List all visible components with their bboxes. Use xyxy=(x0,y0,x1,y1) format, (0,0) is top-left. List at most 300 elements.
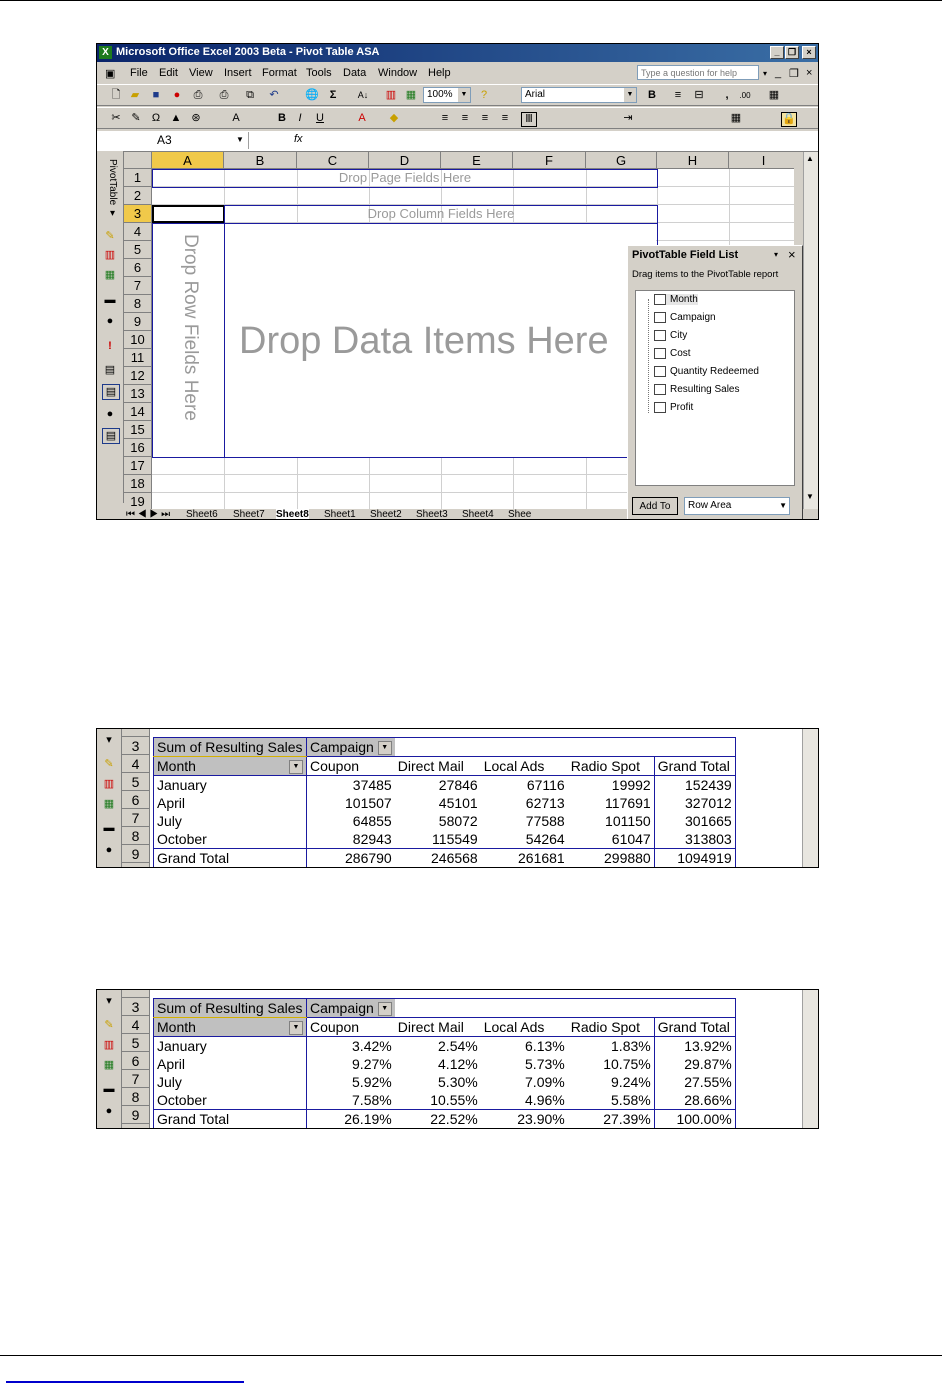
tab-nav-icon[interactable]: ⏮ ◀ ▶ ⏭ xyxy=(126,509,171,520)
column-header-cell: Grand Total xyxy=(654,757,735,776)
table-cell: 115549 xyxy=(432,830,478,847)
table-cell: 27846 xyxy=(438,776,478,793)
table-cell: 246568 xyxy=(395,849,481,868)
row-field-label: Month xyxy=(157,1018,196,1035)
cut-icon[interactable]: ✂ xyxy=(111,112,121,124)
row-header[interactable]: 8 xyxy=(122,827,150,845)
column-header-cell: Coupon xyxy=(307,1018,395,1037)
undo-icon[interactable]: ↶ xyxy=(269,89,279,101)
dropdown-arrow-icon[interactable]: ▼ xyxy=(289,760,303,774)
table-cell: 4.12% xyxy=(438,1055,478,1072)
row-header[interactable]: 4 xyxy=(122,755,150,773)
pivot-values-table xyxy=(153,737,736,868)
row-header[interactable]: 4 xyxy=(124,223,152,241)
pivot-wizard-icon[interactable]: ▦ xyxy=(103,1059,115,1071)
table-cell: 6.13% xyxy=(525,1037,565,1054)
show-detail-icon[interactable]: ● xyxy=(105,1105,113,1117)
window-title: Microsoft Office Excel 2003 Beta - Pivot Table ASA xyxy=(116,46,380,58)
borders-icon[interactable]: ▦ xyxy=(768,89,780,101)
sheet-tab[interactable]: Sheet6 xyxy=(186,509,218,520)
open-icon[interactable]: ▰ xyxy=(130,89,140,101)
menu-bar xyxy=(97,63,818,83)
justify-icon[interactable]: ≡ xyxy=(501,112,509,124)
formula-bar xyxy=(97,131,818,152)
row-header[interactable]: 9 xyxy=(122,1106,150,1124)
dropdown-arrow-icon[interactable]: ▼ xyxy=(378,1002,392,1016)
restore-button[interactable]: ❐ xyxy=(785,46,799,59)
row-header[interactable]: 5 xyxy=(122,773,150,791)
row-field-label: Month xyxy=(157,757,196,774)
drop-column-fields[interactable] xyxy=(224,205,658,224)
formatting-toolbar xyxy=(97,107,818,129)
table-row xyxy=(154,1018,736,1037)
field-list-icon[interactable]: ▤ xyxy=(102,428,120,444)
row-field-button[interactable] xyxy=(154,1018,307,1037)
table-cell: 299880 xyxy=(568,849,655,868)
active-cell-a3[interactable] xyxy=(152,205,225,223)
table-cell: 5.58% xyxy=(611,1091,651,1108)
sheet-tab[interactable]: Sheet1 xyxy=(324,509,356,520)
table-cell: 4.96% xyxy=(525,1091,565,1108)
pivot-wizard-icon[interactable]: ▦ xyxy=(103,798,115,810)
drop-column-text: Drop Column Fields Here xyxy=(367,206,515,221)
field-label: City xyxy=(670,330,688,342)
field-label: Quantity Redeemed xyxy=(670,366,759,378)
pivot-percent-screenshot xyxy=(96,989,819,1129)
row-header[interactable]: 7 xyxy=(124,277,152,295)
table-cell: 22.52% xyxy=(395,1110,481,1129)
fx-label[interactable]: fx xyxy=(294,133,303,145)
row-header[interactable]: 9 xyxy=(124,313,152,331)
table-cell xyxy=(481,738,568,757)
table-cell: 58072 xyxy=(438,812,478,829)
format-report-icon[interactable]: ✎ xyxy=(104,758,114,770)
comma-style-icon[interactable]: , xyxy=(725,89,729,101)
table-cell: 10.55% xyxy=(430,1091,478,1108)
table-cell: 101507 xyxy=(345,794,392,811)
field-label: Month xyxy=(670,294,698,306)
table-cell: 261681 xyxy=(481,849,568,868)
show-detail-icon[interactable]: ● xyxy=(105,844,113,856)
data-field-button[interactable]: Sum of Resulting Sales xyxy=(154,738,307,757)
table-cell xyxy=(395,999,481,1018)
column-header[interactable]: D xyxy=(369,152,441,169)
field-list-title: PivotTable Field List xyxy=(632,249,739,261)
table-cell: 301665 xyxy=(654,812,735,830)
top-rule xyxy=(0,0,942,1)
row-header[interactable]: 6 xyxy=(122,791,150,809)
save-icon[interactable]: ■ xyxy=(152,89,160,101)
column-header[interactable]: G xyxy=(586,152,657,169)
drop-data-text: Drop Data Items Here xyxy=(239,320,609,362)
pivot-toolbar-label[interactable]: PivotTable ▾ xyxy=(107,159,118,219)
row-header[interactable] xyxy=(122,1124,150,1129)
align-left-icon[interactable]: ≡ xyxy=(441,112,449,124)
dropdown-arrow-icon[interactable]: ▼ xyxy=(289,1021,303,1035)
refresh-icon[interactable]: ! xyxy=(108,340,112,352)
vertical-scrollbar[interactable] xyxy=(803,152,819,509)
row-label: July xyxy=(154,1073,307,1091)
field-item-city[interactable] xyxy=(654,330,687,341)
table-row xyxy=(154,1091,736,1110)
zoom-combo[interactable] xyxy=(423,87,471,103)
row-header[interactable]: 5 xyxy=(122,1034,150,1052)
row-label: October xyxy=(154,1091,307,1110)
bold-format-icon[interactable]: B xyxy=(278,112,286,124)
table-row xyxy=(154,849,736,868)
autosum-icon[interactable]: Σ xyxy=(329,89,337,101)
scroll-up-icon[interactable]: ▲ xyxy=(806,154,814,163)
table-cell xyxy=(568,738,655,757)
select-all-corner[interactable] xyxy=(124,152,152,169)
title-bar xyxy=(97,44,818,62)
triangle-icon[interactable]: ▲ xyxy=(170,112,182,124)
row-header[interactable]: 6 xyxy=(124,259,152,277)
field-item-cost[interactable] xyxy=(654,348,691,359)
field-icon xyxy=(654,366,666,377)
row-header[interactable]: 3 xyxy=(124,205,152,223)
format-report-icon[interactable]: ▾ xyxy=(106,995,112,1007)
chart-wizard-icon[interactable]: ▥ xyxy=(385,89,397,101)
table-cell: 2.54% xyxy=(438,1037,478,1054)
pivot-percent-table xyxy=(153,998,736,1129)
row-header[interactable]: 19 xyxy=(124,493,152,509)
row-header[interactable]: 8 xyxy=(122,1088,150,1106)
column-header-cell: Direct Mail xyxy=(395,1018,481,1037)
row-header[interactable]: 14 xyxy=(124,403,152,421)
column-field-button[interactable] xyxy=(307,999,395,1018)
area-dropdown-icon[interactable]: ▼ xyxy=(779,501,787,510)
protect-icon[interactable]: 🔒 xyxy=(782,113,796,125)
table-row xyxy=(154,757,736,776)
chart-icon[interactable]: ▥ xyxy=(103,778,115,790)
menu-help[interactable]: Help xyxy=(428,67,451,79)
zoom-value: 100% xyxy=(427,89,453,100)
column-header[interactable]: B xyxy=(224,152,297,169)
row-header[interactable]: 12 xyxy=(124,367,152,385)
fill-color-icon[interactable]: ◆ xyxy=(389,112,399,124)
table-cell: 100.00% xyxy=(654,1110,735,1129)
decrease-decimal-icon[interactable]: .00 xyxy=(739,91,751,100)
column-field-label: Campaign xyxy=(310,738,374,755)
table-cell: 62713 xyxy=(525,794,565,811)
row-header[interactable] xyxy=(122,989,150,998)
hide-detail-icon[interactable]: ▬ xyxy=(103,1083,115,1095)
table-cell: 5.92% xyxy=(352,1073,392,1090)
column-field-button[interactable] xyxy=(307,738,395,757)
table-cell: 45101 xyxy=(438,794,478,811)
font-dropdown-icon[interactable]: ▼ xyxy=(624,88,636,102)
column-header[interactable]: I xyxy=(729,152,794,169)
table-cell: 9.24% xyxy=(611,1073,651,1090)
sheet-tab-bar xyxy=(124,509,709,520)
table-cell: 1.83% xyxy=(611,1037,651,1054)
table-cell: 5.73% xyxy=(525,1055,565,1072)
row-header[interactable]: 2 xyxy=(124,187,152,205)
table-cell: 7.58% xyxy=(352,1091,392,1108)
table-cell: 27.39% xyxy=(568,1110,655,1129)
field-settings-icon[interactable]: ● xyxy=(106,408,114,420)
sort-ascending-icon[interactable]: A↓ xyxy=(357,90,369,100)
always-display-icon[interactable]: ▤ xyxy=(102,384,120,400)
close-button[interactable]: × xyxy=(802,46,816,59)
row-label: July xyxy=(154,812,307,830)
row-header[interactable]: 8 xyxy=(124,295,152,313)
field-label: Cost xyxy=(670,348,691,360)
indent-icon[interactable]: ⇥ xyxy=(623,112,633,124)
table-row xyxy=(154,830,736,849)
field-item-resulting-sales[interactable] xyxy=(654,384,739,395)
table-cell: 101150 xyxy=(605,812,651,829)
field-icon xyxy=(654,294,666,305)
distributed-icon[interactable]: Ⅲ xyxy=(521,112,537,127)
field-icon xyxy=(654,312,666,323)
align-icon[interactable]: ≡ xyxy=(674,89,682,101)
field-icon xyxy=(654,330,666,341)
sheet-tab[interactable]: Sheet7 xyxy=(233,509,265,520)
name-box[interactable]: A3 xyxy=(124,132,249,149)
pivot-wizard-icon[interactable]: ▦ xyxy=(104,269,116,281)
drop-data-items[interactable] xyxy=(224,223,658,458)
column-header-cell: Grand Total xyxy=(654,1018,735,1037)
sheet-tab[interactable]: Shee xyxy=(508,509,532,520)
align-center-icon[interactable]: ≡ xyxy=(461,112,469,124)
table-cell: 61047 xyxy=(611,830,651,847)
align-right-icon[interactable]: ≡ xyxy=(481,112,489,124)
table-cell: 9.27% xyxy=(352,1055,392,1072)
pivot-toolbar xyxy=(97,151,124,503)
row-header[interactable]: 7 xyxy=(122,1070,150,1088)
format-painter-icon[interactable]: ✎ xyxy=(131,112,141,124)
field-item-profit[interactable] xyxy=(654,402,693,413)
table-cell: 313803 xyxy=(654,830,735,849)
row-header[interactable]: 16 xyxy=(124,439,152,457)
table-cell: 64855 xyxy=(352,812,392,829)
menu-edit[interactable]: Edit xyxy=(159,67,178,79)
menu-insert[interactable]: Insert xyxy=(224,67,252,79)
formula-input[interactable] xyxy=(309,132,817,149)
vertical-scrollbar[interactable] xyxy=(802,990,818,1128)
field-label: Campaign xyxy=(670,312,716,324)
column-header[interactable]: C xyxy=(297,152,369,169)
field-label: Profit xyxy=(670,402,694,414)
field-icon xyxy=(654,384,666,395)
sheet-tab-active[interactable]: Sheet8 xyxy=(276,509,309,520)
table-cell: 26.19% xyxy=(307,1110,395,1129)
table-row xyxy=(154,794,736,812)
row-label: April xyxy=(154,1055,307,1073)
table-cell: 77588 xyxy=(525,812,565,829)
column-header[interactable]: E xyxy=(441,152,513,169)
row-header[interactable] xyxy=(122,728,150,737)
table-cell: 28.66% xyxy=(654,1091,735,1110)
field-item-campaign[interactable] xyxy=(654,312,716,323)
field-list-hint: Drag items to the PivotTable report xyxy=(632,269,779,280)
table-cell xyxy=(654,999,735,1018)
dropdown-arrow-icon[interactable]: ▼ xyxy=(378,741,392,755)
minimize-button[interactable]: _ xyxy=(770,46,784,59)
ask-question-input[interactable]: Type a question for help xyxy=(637,65,759,80)
standard-toolbar xyxy=(97,84,818,106)
menu-file[interactable]: File xyxy=(130,67,148,79)
column-header-cell: Local Ads xyxy=(481,1018,568,1037)
table-cell: 5.30% xyxy=(438,1073,478,1090)
row-header[interactable]: 4 xyxy=(122,1016,150,1034)
area-select-value: Row Area xyxy=(688,500,732,511)
table-cell: 82943 xyxy=(352,830,392,847)
permission-icon[interactable]: ● xyxy=(173,89,181,101)
table-row xyxy=(154,999,736,1018)
add-to-button[interactable]: Add To xyxy=(632,497,678,515)
doc-restore-icon[interactable]: ❐ xyxy=(789,68,799,80)
zoom-dropdown-icon[interactable]: ▼ xyxy=(458,88,470,102)
scroll-down-icon[interactable]: ▼ xyxy=(806,492,814,501)
row-header[interactable]: 3 xyxy=(122,737,150,755)
table-row xyxy=(154,812,736,830)
italic-icon[interactable]: I xyxy=(298,112,302,124)
menu-window[interactable]: Window xyxy=(378,67,418,79)
doc-icon[interactable]: ▣ xyxy=(105,68,116,80)
footer-link-underline[interactable] xyxy=(6,1381,244,1383)
row-header[interactable]: 3 xyxy=(122,998,150,1016)
table-row xyxy=(154,738,736,757)
menu-data[interactable]: Data xyxy=(343,67,367,79)
sheet-tab[interactable]: Sheet3 xyxy=(416,509,448,520)
bottom-rule xyxy=(0,1355,942,1356)
row-header[interactable]: 11 xyxy=(124,349,152,367)
menu-view[interactable]: View xyxy=(189,67,213,79)
row-header[interactable]: 9 xyxy=(122,845,150,863)
symbol-icon[interactable]: Ω xyxy=(151,112,161,124)
data-field-button[interactable]: Sum of Resulting Sales xyxy=(154,999,307,1018)
row-header[interactable]: 13 xyxy=(124,385,152,403)
tree-lines xyxy=(648,299,650,413)
row-header[interactable]: 17 xyxy=(124,457,152,475)
shapes-icon[interactable]: ⊛ xyxy=(191,112,201,124)
row-header[interactable]: 10 xyxy=(124,331,152,349)
pivot-toolbar-strip xyxy=(97,729,122,867)
row-label: April xyxy=(154,794,307,812)
format-report-icon[interactable]: ✎ xyxy=(105,230,115,242)
column-header[interactable]: A xyxy=(152,152,224,169)
area-select[interactable] xyxy=(684,497,790,515)
sheet-tab[interactable]: Sheet4 xyxy=(462,509,494,520)
pivot-icon[interactable]: ▦ xyxy=(405,89,417,101)
copy-icon[interactable]: ⧉ xyxy=(246,89,254,101)
merge-center-icon[interactable]: ⊟ xyxy=(694,89,704,101)
column-header[interactable]: H xyxy=(657,152,729,169)
new-icon[interactable]: 🗋 xyxy=(111,89,121,101)
field-label: Resulting Sales xyxy=(670,384,740,396)
row-header[interactable]: 18 xyxy=(124,475,152,493)
drop-row-fields[interactable] xyxy=(152,223,225,458)
drop-page-text: Drop Page Fields Here xyxy=(338,170,472,185)
drop-row-text: Drop Row Fields Here xyxy=(180,234,201,421)
table-row xyxy=(154,1037,736,1056)
table-cell xyxy=(654,738,735,757)
print-icon[interactable]: ⎙ xyxy=(219,89,229,101)
column-header-cell: Direct Mail xyxy=(395,757,481,776)
field-item-quantity-redeemed[interactable] xyxy=(654,366,759,377)
pivot-field-list xyxy=(627,245,803,520)
underline-icon[interactable]: U xyxy=(316,112,324,124)
table-cell: 7.09% xyxy=(525,1073,565,1090)
pivot-values-screenshot xyxy=(96,728,819,868)
field-list-close-icon[interactable]: × xyxy=(788,247,796,262)
menu-format[interactable]: Format xyxy=(262,67,297,79)
field-icon xyxy=(654,402,666,413)
row-header[interactable]: 5 xyxy=(124,241,152,259)
field-list-box xyxy=(635,290,795,486)
column-header-cell: Local Ads xyxy=(481,757,568,776)
table-row xyxy=(154,776,736,795)
doc-close-icon[interactable]: × xyxy=(806,67,813,79)
include-hidden-icon[interactable]: ▤ xyxy=(104,364,116,376)
drop-page-fields[interactable] xyxy=(152,169,658,188)
table-cell: 29.87% xyxy=(654,1055,735,1073)
row-label: January xyxy=(154,776,307,795)
ask-dropdown-icon[interactable]: ▾ xyxy=(763,69,768,78)
name-box-dropdown-icon[interactable]: ▼ xyxy=(236,135,244,144)
hide-detail-icon[interactable]: ▬ xyxy=(103,822,115,834)
borders-format-icon[interactable]: ▦ xyxy=(730,112,742,124)
menu-tools[interactable]: Tools xyxy=(306,67,332,79)
vertical-scrollbar[interactable] xyxy=(802,729,818,867)
bold-icon[interactable]: B xyxy=(648,89,656,101)
excel-window xyxy=(96,43,819,520)
format-report-icon[interactable]: ▾ xyxy=(106,734,112,746)
column-header[interactable]: F xyxy=(513,152,586,169)
table-cell xyxy=(481,999,568,1018)
row-label: October xyxy=(154,830,307,849)
chart-icon[interactable]: ▥ xyxy=(103,1039,115,1051)
table-cell: 27.55% xyxy=(654,1073,735,1091)
row-header[interactable]: 1 xyxy=(124,169,152,187)
format-report-icon[interactable]: ✎ xyxy=(104,1019,114,1031)
row-label: Grand Total xyxy=(154,849,307,868)
row-header[interactable]: 6 xyxy=(122,1052,150,1070)
font-color-icon[interactable]: A xyxy=(358,112,366,124)
field-list-dropdown-icon[interactable]: ▾ xyxy=(774,250,779,259)
font-combo[interactable] xyxy=(521,87,637,103)
font-name-value: Arial xyxy=(525,89,546,100)
grow-font-icon[interactable]: A xyxy=(232,112,240,124)
help-icon[interactable]: ? xyxy=(480,89,488,101)
table-row xyxy=(154,1110,736,1129)
field-item-month[interactable] xyxy=(654,294,698,305)
table-cell: 54264 xyxy=(525,830,565,847)
row-header[interactable]: 15 xyxy=(124,421,152,439)
column-header-cell: Coupon xyxy=(307,757,395,776)
doc-minimize-icon[interactable]: _ xyxy=(775,67,782,79)
row-header[interactable]: 7 xyxy=(122,809,150,827)
hyperlink-icon[interactable]: 🌐 xyxy=(305,89,319,101)
hide-detail-icon[interactable]: ▬ xyxy=(104,294,116,306)
table-cell: 3.42% xyxy=(352,1037,392,1054)
row-header[interactable] xyxy=(122,863,150,868)
sheet-tab[interactable]: Sheet2 xyxy=(370,509,402,520)
row-field-button[interactable] xyxy=(154,757,307,776)
chart-icon[interactable]: ▥ xyxy=(104,249,116,261)
print-preview-icon[interactable]: ⎙ xyxy=(193,89,203,101)
table-cell: 117691 xyxy=(605,794,651,811)
table-cell: 37485 xyxy=(352,776,392,793)
pivot-toolbar-strip xyxy=(97,990,122,1128)
table-cell: 23.90% xyxy=(481,1110,568,1129)
column-header-cell: Radio Spot xyxy=(568,1018,655,1037)
excel-logo-icon: X xyxy=(99,46,112,59)
show-detail-icon[interactable]: ● xyxy=(106,315,114,327)
